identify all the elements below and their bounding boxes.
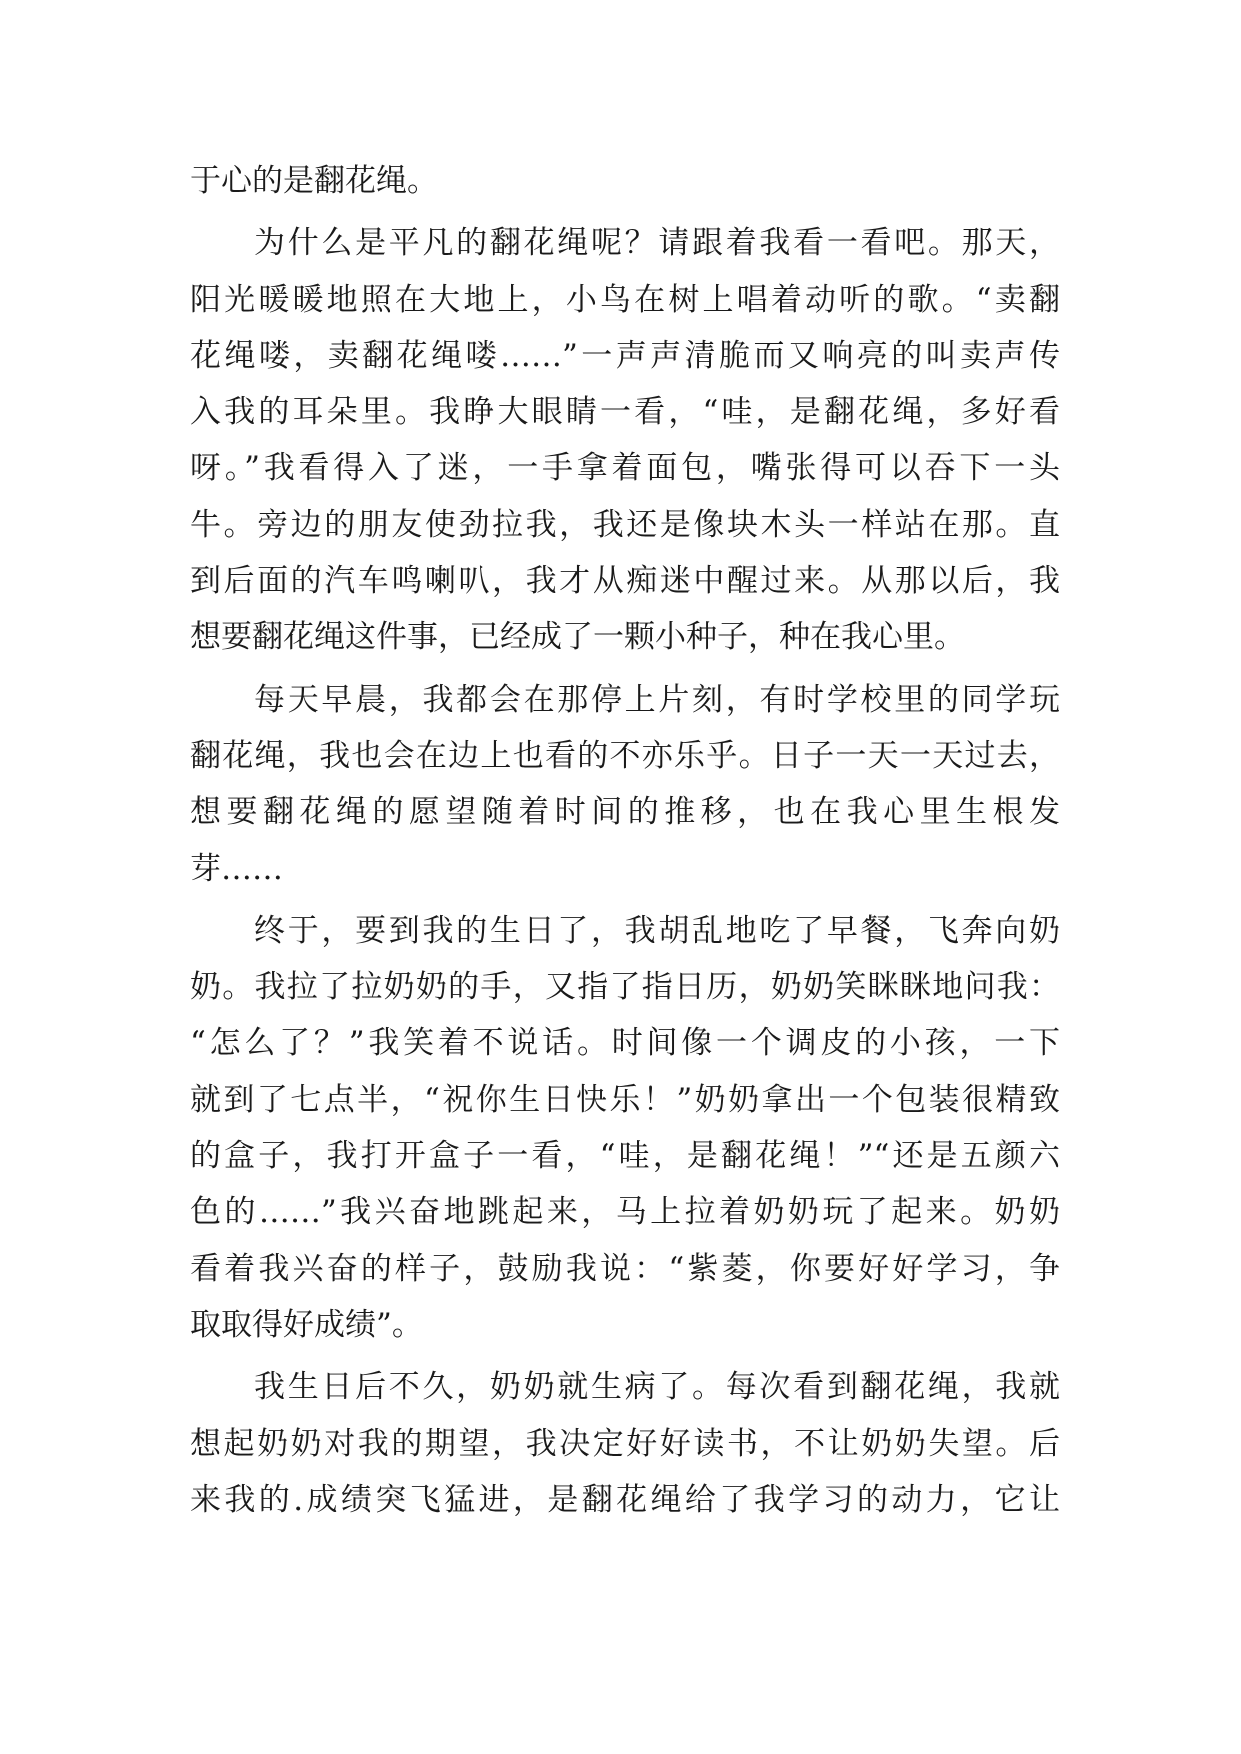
text-line: “怎么了？”我笑着不说话。时间像一个调皮的小孩，一下 [190,1025,1060,1062]
text-line: 翻花绳，我也会在边上也看的不亦乐乎。日子一天一天过去， [190,737,1060,774]
text-line: 想要翻花绳的愿望随着时间的推移，也在我心里生根发 [190,794,1060,831]
text-line: 为什么是平凡的翻花绳呢？请跟着我看一看吧。那天， [254,225,1060,262]
text-line: 呀。”我看得入了迷，一手拿着面包，嘴张得可以吞下一头 [190,450,1060,487]
text-line: 花绳喽，卖翻花绳喽……”一声声清脆而又响亮的叫卖声传 [190,337,1060,374]
text-line: 终于，要到我的生日了，我胡乱地吃了早餐，飞奔向奶 [254,912,1060,949]
document-body [190,153,1060,1528]
paragraph [190,1359,1060,1528]
text-line: 入我的耳朵里。我睁大眼睛一看，“哇，是翻花绳，多好看 [190,394,1060,431]
text-line: 取取得好成绩”。 [190,1306,423,1343]
paragraph [190,215,1060,665]
text-line: 就到了七点半，“祝你生日快乐！”奶奶拿出一个包装很精致 [190,1081,1060,1118]
text-line: 奶。我拉了拉奶奶的手，又指了指日历，奶奶笑眯眯地问我： [190,969,1060,1006]
text-line: 到后面的汽车鸣喇叭，我才从痴迷中醒过来。从那以后，我 [190,563,1060,600]
text-line: 看着我兴奋的样子，鼓励我说：“紫菱，你要好好学习，争 [190,1250,1060,1287]
paragraph [190,153,1060,209]
text-line: 想要翻花绳这件事，已经成了一颗小种子，种在我心里。 [190,619,965,656]
text-line: 牛。旁边的朋友使劲拉我，我还是像块木头一样站在那。直 [190,506,1060,543]
text-line: 想起奶奶对我的期望，我决定好好读书，不让奶奶失望。后 [190,1425,1060,1462]
text-line: 色的……”我兴奋地跳起来，马上拉着奶奶玩了起来。奶奶 [190,1194,1060,1231]
text-line: 我生日后不久，奶奶就生病了。每次看到翻花绳，我就 [254,1369,1060,1406]
text-line: 每天早晨，我都会在那停上片刻，有时学校里的同学玩 [254,681,1060,718]
text-line: 于心的是翻花绳。 [190,163,438,199]
text-line: 阳光暖暖地照在大地上，小鸟在树上唱着动听的歌。“卖翻 [190,281,1060,318]
paragraph [190,672,1060,897]
text-line: 来我的.成绩突飞猛进，是翻花绳给了我学习的动力，它让 [190,1481,1060,1518]
text-line: 的盒子，我打开盒子一看，“哇，是翻花绳！”“还是五颜六 [190,1138,1060,1175]
paragraph [190,903,1060,1353]
text-line: 芽…… [190,850,283,887]
